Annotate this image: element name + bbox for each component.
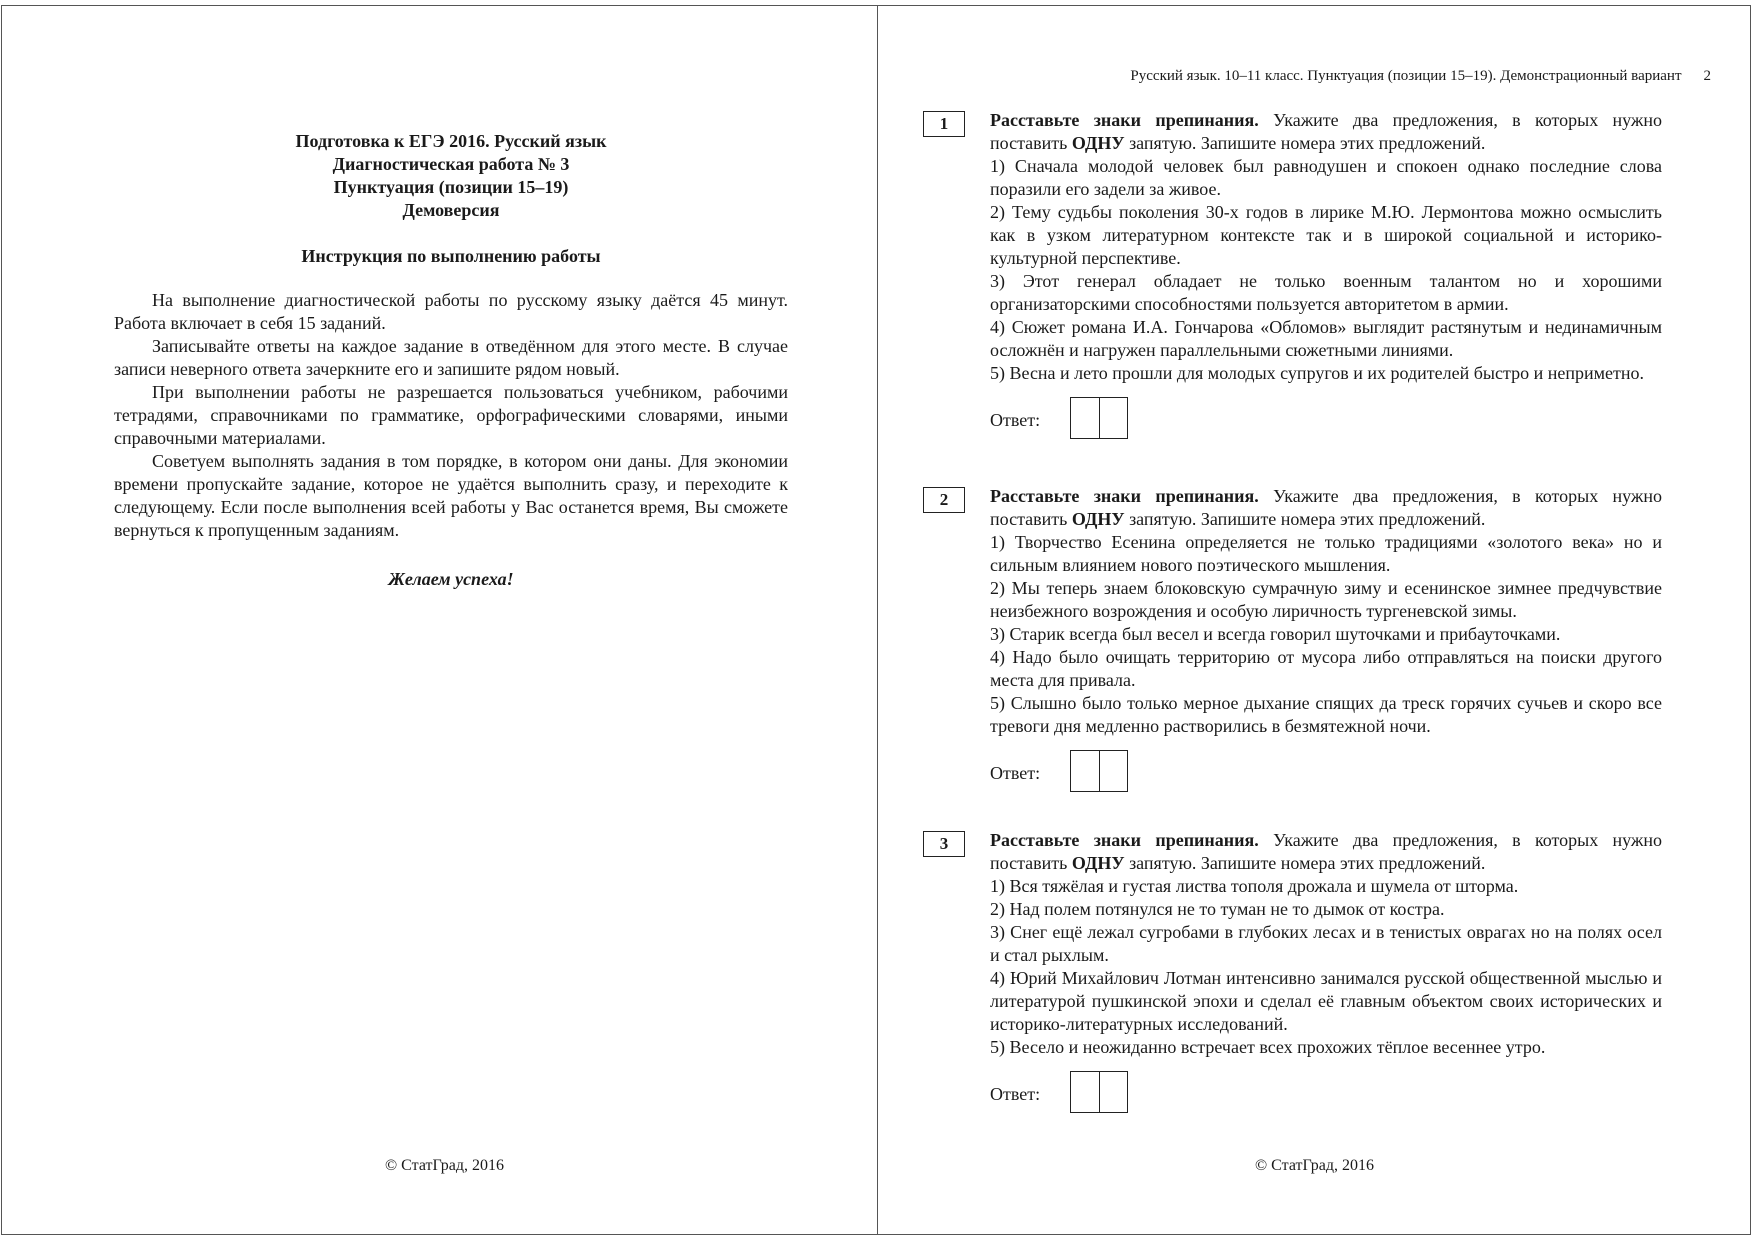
instructions-paragraph: При выполнении работы не разрешается пользоваться учебником, рабочими тетрадями, справочниками по грамматике, орфографическими словарями, иными справочными материалами. [114,382,788,448]
instruction-bold: Расставьте знаки препинания. [990,486,1259,506]
right-footer: © СтатГрад, 2016 [1255,1157,1374,1174]
answer-box [1070,1071,1128,1113]
sentence: 5) Весна и лето прошли для молодых супругов и их родителей быстро и неприметно. [990,363,1644,383]
sentence: 2) Тему судьбы поколения 30-х годов в лирике М.Ю. Лермонтова можно осмыслить как в узком литературном контексте так и в широкой социальной и историко-культурной перспективе. [990,202,1662,268]
sentence: 4) Юрий Михайлович Лотман интенсивно занимался русской общественной мыслью и литературой пушкинской эпохи и сделал её главным объектом своих исторических и историко-литературных исследований. [990,968,1662,1034]
answer-row [990,397,1662,443]
task-body [990,829,1662,1117]
sentence: 5) Весело и неожиданно встречает всех прохожих тёплое весеннее утро. [990,1037,1546,1057]
sentence: 3) Старик всегда был весел и всегда говорил шуточками и прибауточками. [990,624,1561,644]
answer-cell[interactable] [1071,398,1099,438]
instruction-emphasis: ОДНУ [1071,853,1125,873]
answer-label: Ответ: [990,763,1041,783]
instruction-emphasis: ОДНУ [1071,133,1125,153]
title-line: Подготовка к ЕГЭ 2016. Русский язык [295,131,607,151]
instruction-text: запятую. Запишите номера этих предложений. [1124,853,1486,873]
sentence: 4) Надо было очищать территорию от мусора либо отправляться на поиски другого места для привала. [990,647,1662,690]
sentence: 2) Мы теперь знаем блоковскую сумрачную зиму и есенинское зимнее предчувствие неизбежного возрождения и особую лиричность тургеневской зимы. [990,578,1662,621]
answer-row [990,1071,1662,1117]
instructions-heading: Инструкция по выполнению работы [301,246,601,266]
sentence: 1) Творчество Есенина определяется не только традициями «золотого века» но и сильным влиянием нового поэтического мышления. [990,532,1662,575]
answer-box [1070,750,1128,792]
instruction-bold: Расставьте знаки препинания. [990,830,1259,850]
instructions-paragraph: На выполнение диагностической работы по русскому языку даётся 45 минут. Работа включает в себя 15 заданий. [114,290,788,333]
answer-cell[interactable] [1099,751,1128,791]
left-footer: © СтатГрад, 2016 [385,1157,504,1174]
answer-row [990,750,1662,796]
right-page [878,5,1751,1235]
answer-label: Ответ: [990,1084,1041,1104]
instruction-text: Укажите два предложения, в которых нужно поставить [990,486,1662,529]
sentence: 1) Сначала молодой человек был равнодушен и спокоен однако последние слова поразили его задели за живое. [990,156,1662,199]
task-instruction [990,109,1662,155]
answer-cell[interactable] [1071,751,1099,791]
sentence: 4) Сюжет романа И.А. Гончарова «Обломов» выглядит растянутым и нединамичным осложнён и нагружен параллельными сюжетными линиями. [990,317,1662,360]
document-title [114,130,788,222]
answer-cell[interactable] [1099,1072,1128,1112]
answer-cell[interactable] [1071,1072,1099,1112]
instruction-text: запятую. Запишите номера этих предложений. [1124,509,1486,529]
instruction-text: Укажите два предложения, в которых нужно поставить [990,830,1662,873]
instruction-bold: Расставьте знаки препинания. [990,110,1259,130]
running-header [1130,68,1711,85]
sentence: 2) Над полем потянулся не то туман не то дымок от костра. [990,899,1445,919]
task-body [990,485,1662,796]
task-body [990,109,1662,443]
title-line: Пунктуация (позиции 15–19) [333,177,569,197]
instruction-emphasis: ОДНУ [1071,509,1125,529]
page-number: 2 [1703,68,1711,84]
sentence: 3) Снег ещё лежал сугробами в глубоких лесах и в тенистых оврагах но на полях осел и стал рыхлым. [990,922,1662,965]
answer-label: Ответ: [990,410,1041,430]
task-instruction [990,485,1662,531]
title-line: Диагностическая работа № 3 [332,154,570,174]
instructions-text [114,289,788,542]
instruction-text: запятую. Запишите номера этих предложений. [1124,133,1486,153]
title-line: Демоверсия [402,200,500,220]
left-page [2,5,877,1235]
task-number-box: 1 [923,111,965,137]
sentence: 1) Вся тяжёлая и густая листва тополя дрожала и шумела от шторма. [990,876,1519,896]
task-instruction [990,829,1662,875]
task-number-box: 2 [923,487,965,513]
task-number-box: 3 [923,831,965,857]
sentence: 3) Этот генерал обладает не только военным талантом но и хорошими организаторскими способностями пользуется авторитетом в армии. [990,271,1662,314]
answer-box [1070,397,1128,439]
header-text: Русский язык. 10–11 класс. Пунктуация (позиции 15–19). Демонстрационный вариант [1130,68,1682,84]
instructions-paragraph: Советуем выполнять задания в том порядке, в котором они даны. Для экономии времени пропускайте задание, которое не удаётся выполнить сразу, и переходите к следующему. Если после выполнения всей работы у Вас останется время, Вы сможете вернуться к пропущенным заданиям. [114,451,788,540]
sentence: 5) Слышно было только мерное дыхание спящих да треск горячих сучьев и скоро все тревоги дня медленно растворились в безмятежной ночи. [990,693,1662,736]
good-luck-wish: Желаем успеха! [388,569,514,589]
answer-cell[interactable] [1099,398,1128,438]
instructions-paragraph: Записывайте ответы на каждое задание в отведённом для этого месте. В случае записи неверного ответа зачеркните его и запишите рядом новый. [114,336,788,379]
instruction-text: Укажите два предложения, в которых нужно поставить [990,110,1662,153]
